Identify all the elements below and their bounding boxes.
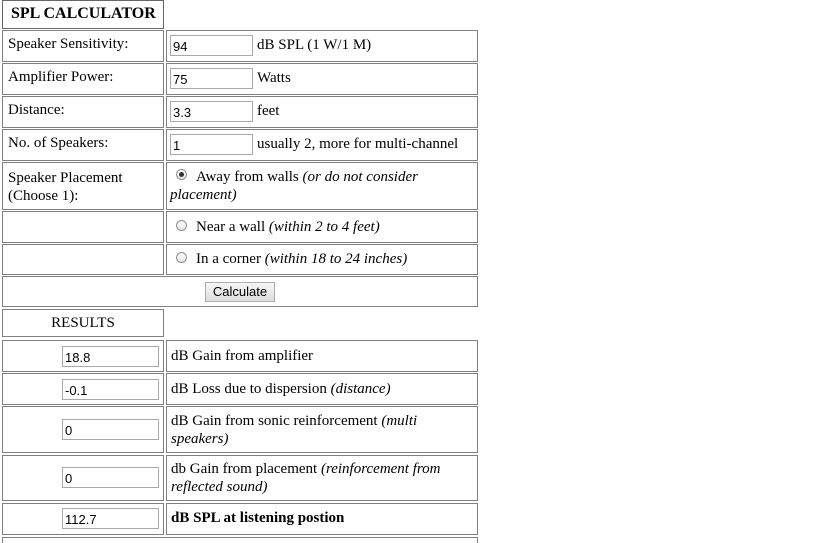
sensitivity-input[interactable] (170, 35, 253, 56)
speakers-input[interactable] (170, 134, 253, 155)
result-spl-field[interactable] (62, 508, 159, 529)
speakers-unit: usually 2, more for multi-channel (257, 136, 459, 152)
distance-label: Distance: (2, 96, 164, 128)
placement-corner-text: In a corner (within 18 to 24 inches) (196, 251, 408, 267)
power-unit: Watts (257, 70, 291, 86)
placement-empty-1 (2, 211, 164, 243)
placement-empty-2 (2, 244, 164, 275)
result-amp-gain-label: dB Gain from amplifier (171, 348, 314, 364)
result-placement-gain-field[interactable] (62, 467, 159, 488)
placement-label: Speaker Placement (Choose 1): (2, 162, 164, 210)
result-sonic-label: dB Gain from sonic reinforcement (multi (171, 413, 418, 429)
result-amp-gain-field[interactable] (62, 346, 159, 367)
calculate-button[interactable]: Calculate (205, 282, 275, 302)
result-sonic-gain-field[interactable] (62, 419, 159, 440)
table-bottom-edge (2, 537, 478, 543)
sensitivity-unit: dB SPL (1 W/1 M) (257, 37, 372, 53)
power-input[interactable] (170, 68, 253, 89)
power-label: Amplifier Power: (2, 63, 164, 95)
result-placement-label: db Gain from placement (reinforcement from (171, 461, 441, 477)
result-placement-note2: reflected sound) (171, 479, 268, 495)
placement-away-text: Away from walls (or do not consider (196, 169, 418, 185)
placement-away-note2: placement) (170, 187, 237, 203)
placement-wall-text: Near a wall (within 2 to 4 feet) (196, 219, 380, 235)
result-sonic-note2: speakers) (171, 431, 229, 447)
radio-away-from-walls[interactable] (176, 169, 187, 180)
speakers-label: No. of Speakers: (2, 129, 164, 161)
result-spl-label: dB SPL at listening postion (171, 510, 345, 526)
page-title: SPL CALCULATOR (2, 0, 164, 29)
result-dispersion-loss-field[interactable] (62, 379, 159, 400)
results-header: RESULTS (2, 309, 164, 337)
sensitivity-label: Speaker Sensitivity: (2, 30, 164, 62)
result-dispersion-label: dB Loss due to dispersion (distance) (171, 381, 391, 397)
distance-unit: feet (257, 103, 280, 119)
radio-near-a-wall[interactable] (176, 220, 187, 231)
distance-input[interactable] (170, 101, 253, 122)
radio-in-a-corner[interactable] (176, 252, 187, 263)
